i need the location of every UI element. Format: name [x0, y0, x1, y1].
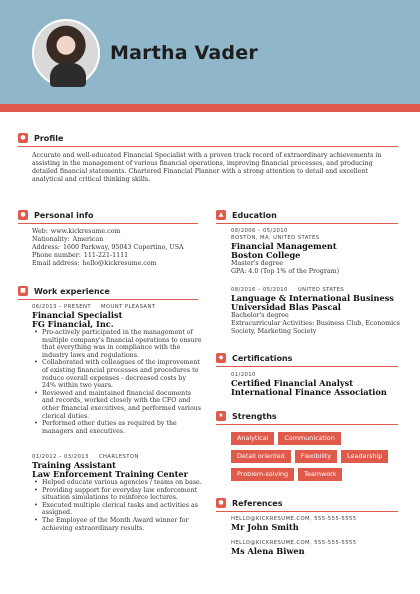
job-entry: [32, 454, 202, 532]
reference-name: Ms Alena Biwen: [231, 546, 305, 556]
profile-text: Accurate and well-educated Financial Specialist with a proven track record of extraordinary achievements in assisting in the management of various financial operations, improving financial processes, and producing detailed financial statements. Chartered Financial Planner with a strong attention to detail and excellent analytical and critical thinking skills.: [32, 152, 382, 183]
work-heading: [18, 285, 110, 297]
list-item: • The Employee of the Month Award winner for achieving extraordinary results.: [32, 517, 202, 532]
profile-title: Profile: [34, 133, 64, 143]
star-icon: ★: [216, 411, 226, 421]
education-rule: [216, 223, 398, 224]
job-meta: 06/2013 – PRESENT MOUNT PLEASANT: [32, 304, 156, 310]
references-heading: [216, 497, 283, 509]
header-accent-strip: [0, 104, 420, 112]
personal-row: Web: www.kickresume.com: [32, 228, 121, 235]
contact-icon: ●: [216, 498, 226, 508]
job-meta: 01/2012 – 03/2013 CHARLESTON: [32, 454, 139, 460]
work-rule: [18, 299, 198, 300]
job-entry: [32, 304, 202, 435]
reference-entry: [231, 516, 406, 532]
references-rule: [216, 511, 398, 512]
strengths-tags: [231, 432, 401, 486]
job-bullets: [32, 329, 202, 435]
education-heading: [216, 209, 277, 221]
strengths-title: Strengths: [232, 411, 277, 421]
references-title: References: [232, 498, 283, 508]
education-entry: 08/2006 – 05/2010 BOSTON, MA, UNITED STATES Financial Management Boston College Master's degree GPA: 4.0 (Top 1% of the Program): [231, 228, 401, 276]
education-title: Education: [232, 210, 277, 220]
profile-rule: [18, 146, 398, 147]
reference-contact[interactable]: HELLO@KICKRESUME.COM, 555-555-5555: [231, 540, 357, 546]
education-field: Financial Management: [231, 241, 337, 251]
certifications-title: Certifications: [232, 353, 293, 363]
job-role: Financial Specialist: [32, 310, 123, 320]
list-item: • Executed multiple clerical tasks and activities as assigned.: [32, 502, 202, 517]
header-banner: [0, 0, 420, 104]
strength-tag: Analytical: [231, 432, 274, 445]
graduation-cap-icon: ▲: [216, 210, 226, 220]
strength-tag: Teamwork: [298, 468, 342, 481]
briefcase-icon: ■: [18, 286, 28, 296]
candidate-name: Martha Vader: [110, 42, 258, 64]
list-item: • Providing support for everyday law enforcement situation simulations to reinforce lectures.: [32, 487, 202, 502]
strength-tag: Flexibility: [295, 450, 338, 463]
personal-info-heading: [18, 209, 94, 221]
job-bullets: [32, 479, 202, 532]
strength-tag: Problem-solving: [231, 468, 294, 481]
education-school: Boston College: [231, 250, 301, 260]
web-value[interactable]: www.kickresume.com: [50, 228, 121, 235]
work-title: Work experience: [34, 286, 110, 296]
personal-row: Nationality: American: [32, 236, 104, 243]
strength-tag: Leadership: [341, 450, 388, 463]
personal-info-rule: [18, 223, 198, 224]
profile-icon: ●: [18, 133, 28, 143]
list-item: • Reviewed and maintained financial documents and records, worked closely with the CFO and other financial executives, and performed various clerical duties.: [32, 390, 202, 420]
certificate-icon: ◆: [216, 353, 226, 363]
list-item: • Collaborated with colleagues of the improvement of existing financial processes and procedures to reduce overall expenses - decreased costs by 24% within two years.: [32, 359, 202, 389]
profile-photo: [32, 19, 100, 87]
certification-issuer: International Finance Association: [231, 387, 387, 397]
reference-entry: [231, 540, 406, 556]
education-school: Universidad Blas Pascal: [231, 302, 341, 312]
strength-tag: Communication: [278, 432, 340, 445]
profile-heading: [18, 132, 63, 144]
job-company: Law Enforcement Training Center: [32, 469, 188, 479]
certifications-heading: [216, 352, 292, 364]
job-company: FG Financial, Inc.: [32, 319, 114, 329]
personal-info-list: [32, 228, 202, 268]
education-field: Language & International Business: [231, 293, 394, 303]
strengths-rule: [216, 424, 398, 425]
list-item: • Performed other duties as required by the managers and executives.: [32, 420, 202, 435]
job-role: Training Assistant: [32, 460, 116, 470]
email-value[interactable]: hello@kickresume.com: [82, 260, 157, 267]
personal-info-title: Personal info: [34, 210, 94, 220]
strength-tag: Detail oriented: [231, 450, 291, 463]
personal-row: Address: 1600 Parkway, 95043 Cupertino, USA: [32, 244, 184, 251]
personal-row: Email address: hello@kickresume.com: [32, 260, 157, 267]
certification-name: Certified Financial Analyst: [231, 378, 354, 388]
personal-row: Phone number: 111-221-1111: [32, 252, 129, 259]
reference-name: Mr John Smith: [231, 522, 299, 532]
person-icon: ●: [18, 210, 28, 220]
list-item: • Pro-actively participated in the management of multiple company's financial operations to ensure that everything was in compliance with the industry laws and regulations.: [32, 329, 202, 359]
education-entry: 08/2016 – 05/2010 UNITED STATES Language & International Business Universidad Blas Pascal Bachelor's degree Extracurricular Activities: Business Club, Economics Society, Marketing Society: [231, 287, 400, 335]
strengths-heading: [216, 410, 277, 422]
list-item: • Helped educate various agencies / teams on base.: [32, 479, 202, 487]
certification-entry: 01/2010 Certified Financial Analyst International Finance Association: [231, 372, 401, 397]
reference-contact[interactable]: HELLO@KICKRESUME.COM, 555-555-5555: [231, 516, 357, 522]
certifications-rule: [216, 366, 398, 367]
